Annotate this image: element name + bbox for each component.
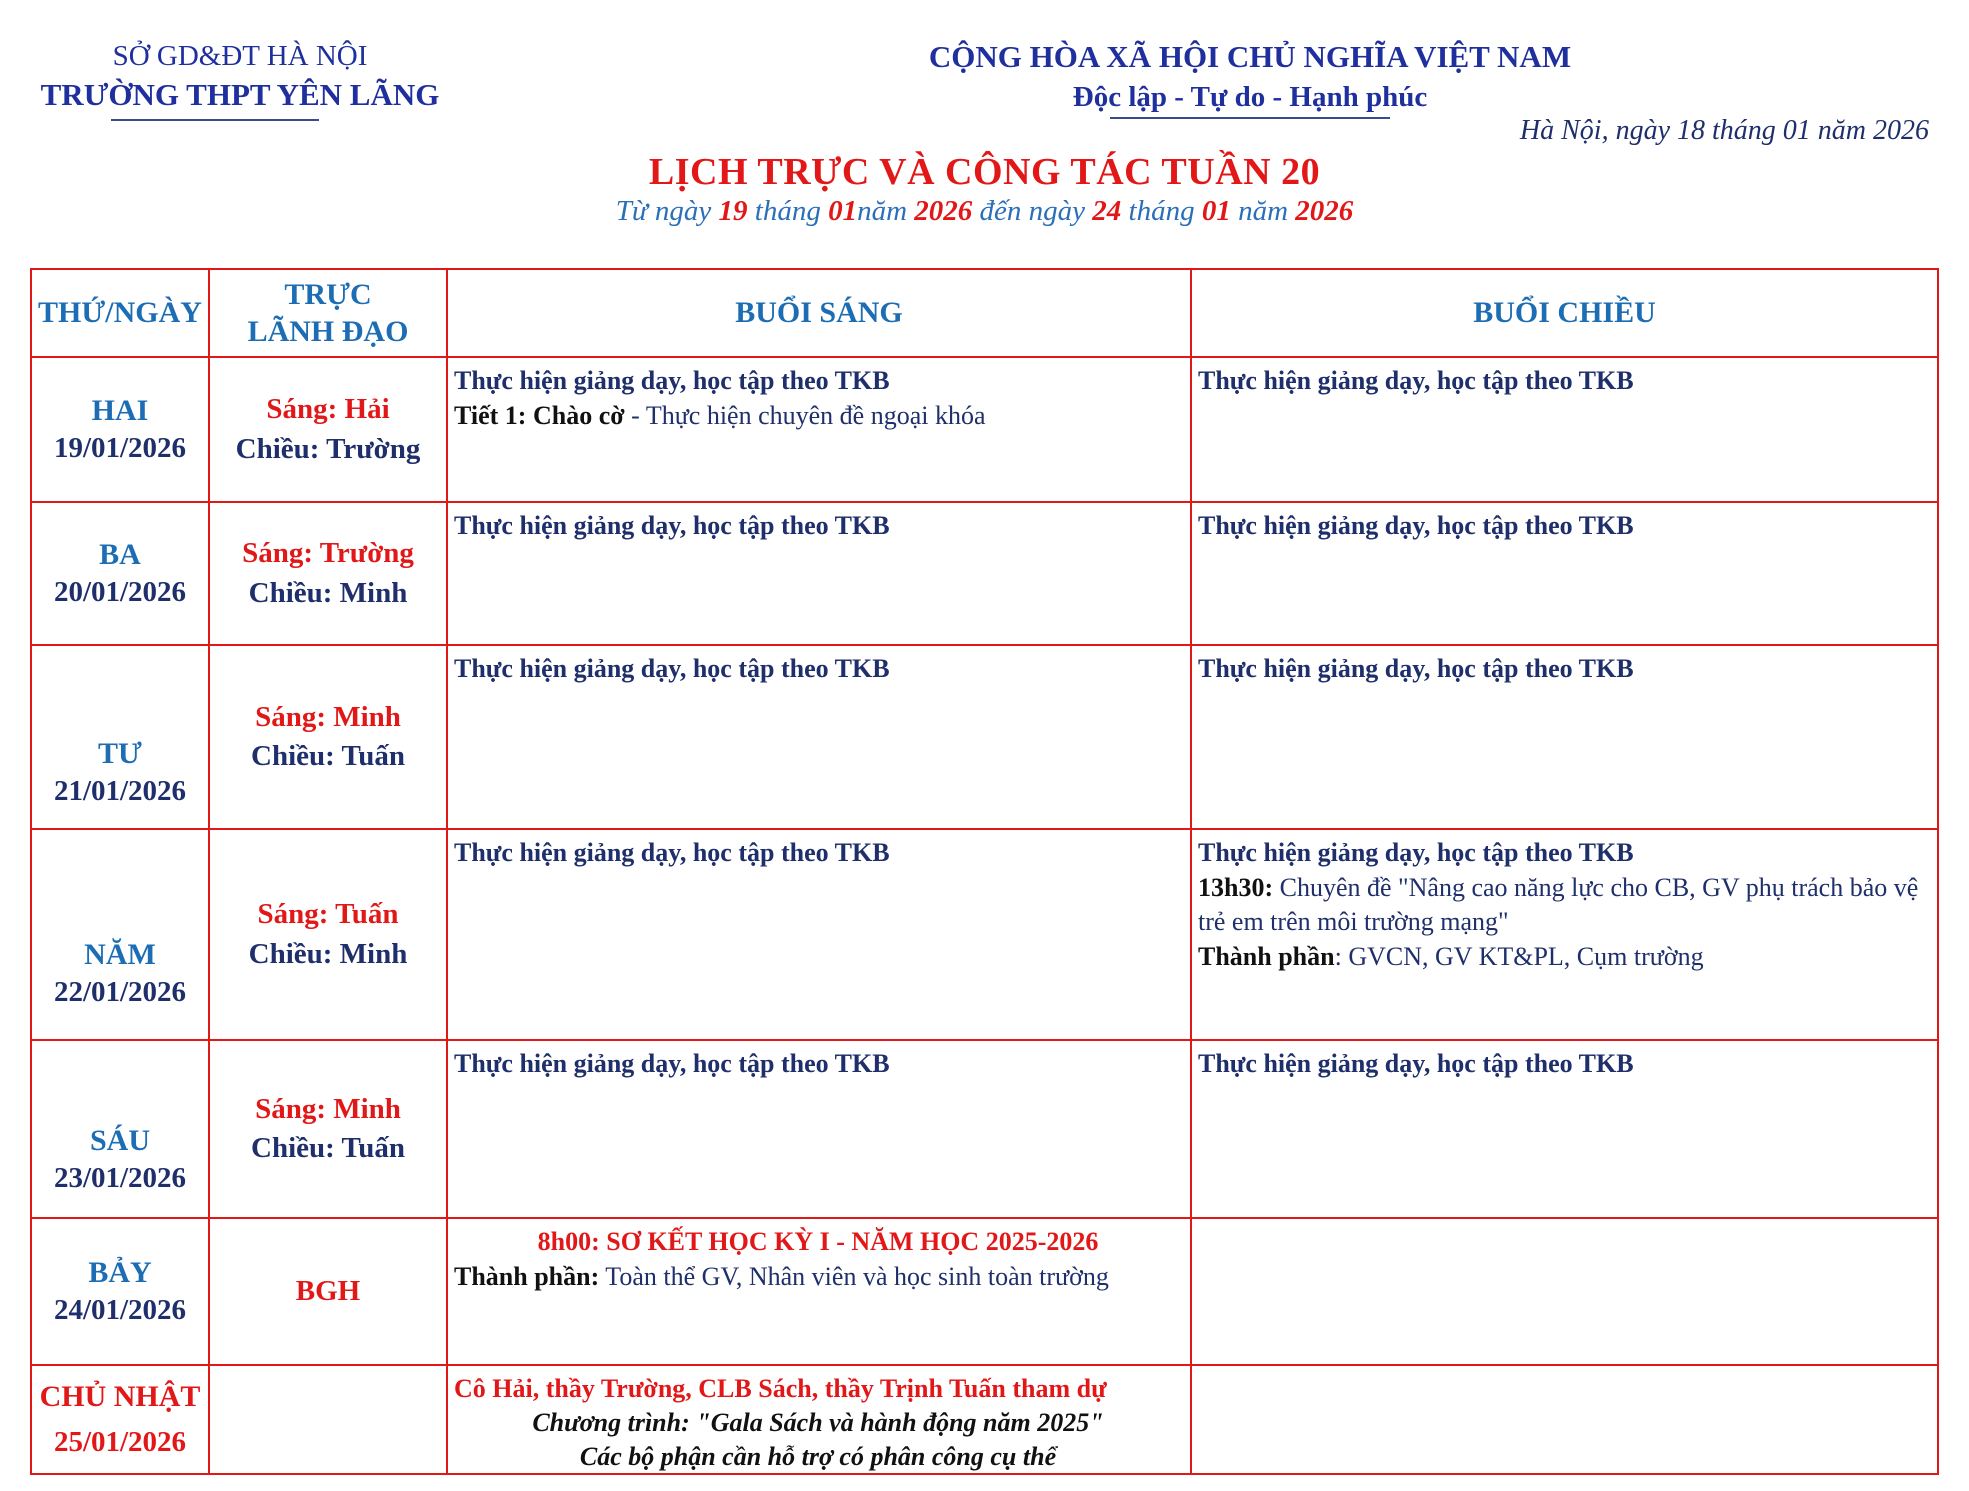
task-line: Thực hiện giảng dạy, học tập theo TKB xyxy=(1198,1049,1634,1078)
day-date: 23/01/2026 xyxy=(53,1161,187,1194)
day-cell xyxy=(31,829,209,1040)
afternoon-cell xyxy=(1191,1040,1938,1218)
range-text-month-2: tháng xyxy=(1128,195,1195,227)
day-cell xyxy=(31,645,209,829)
header-day: THỨ/NGÀY xyxy=(31,269,209,357)
leader-cell xyxy=(209,357,447,502)
header-leader-line-1: TRỰC xyxy=(284,277,372,311)
range-to-month: 01 xyxy=(1201,195,1231,227)
leader-cell xyxy=(209,1040,447,1218)
day-name: TƯ xyxy=(98,736,142,770)
event-title: 8h00: SƠ KẾT HỌC KỲ I - NĂM HỌC 2025-2026 xyxy=(537,1227,1099,1256)
day-date: 20/01/2026 xyxy=(53,576,187,609)
task-line: Thực hiện giảng dạy, học tập theo TKB xyxy=(454,366,890,395)
header-leader xyxy=(209,269,447,357)
motto-underline xyxy=(1110,117,1390,119)
day-date: 21/01/2026 xyxy=(53,774,187,807)
issuing-agency-block xyxy=(30,38,450,121)
afternoon-cell xyxy=(1191,829,1938,1040)
range-from-day: 19 xyxy=(718,195,748,227)
school-name: TRƯỜNG THPT YÊN LÃNG xyxy=(40,77,440,113)
table-row xyxy=(31,1365,1938,1474)
range-text-year-2: năm xyxy=(1238,195,1289,227)
task-line xyxy=(1198,871,1929,940)
range-text-from: Từ ngày xyxy=(615,195,712,227)
day-cell xyxy=(31,357,209,502)
afternoon-cell xyxy=(1191,1365,1938,1474)
task-line xyxy=(454,399,1182,434)
morning-cell xyxy=(447,502,1191,645)
task-text: Chuyên đề "Nâng cao năng lực cho CB, GV phụ trách bảo vệ trẻ em trên môi trường mạng" xyxy=(1198,872,1919,937)
range-text-month-1: tháng xyxy=(754,195,821,227)
table-row xyxy=(31,502,1938,645)
leader-afternoon: Chiều: Tuấn xyxy=(251,740,405,772)
leader-cell xyxy=(209,502,447,645)
table-row xyxy=(31,1218,1938,1365)
national-heading-block xyxy=(860,38,1640,119)
task-line: Thực hiện giảng dạy, học tập theo TKB xyxy=(1198,366,1634,395)
event-program: Chương trình: "Gala Sách và hành động năm 2025" xyxy=(532,1407,1104,1437)
schedule-table xyxy=(30,268,1939,1475)
event-note: Các bộ phận cần hỗ trợ có phân công cụ thể xyxy=(579,1441,1057,1471)
header-leader-line-2: LÃNH ĐẠO xyxy=(247,315,409,348)
day-name: HAI xyxy=(91,394,149,428)
afternoon-cell xyxy=(1191,1218,1938,1365)
range-from-year: 2026 xyxy=(914,195,973,227)
range-to-day: 24 xyxy=(1092,195,1122,227)
leader-cell xyxy=(209,645,447,829)
republic-name: CỘNG HÒA XÃ HỘI CHỦ NGHĨA VIỆT NAM xyxy=(928,39,1572,74)
day-cell xyxy=(31,502,209,645)
day-name: SÁU xyxy=(89,1123,150,1157)
morning-cell xyxy=(447,1040,1191,1218)
day-date: 19/01/2026 xyxy=(53,432,187,465)
day-cell xyxy=(31,1365,209,1474)
header-afternoon: BUỔI CHIỀU xyxy=(1191,269,1938,357)
leader-afternoon: Chiều: Minh xyxy=(248,576,408,609)
morning-cell xyxy=(447,1218,1191,1365)
morning-cell xyxy=(447,357,1191,502)
day-name: BA xyxy=(99,538,141,572)
leader-morning: Sáng: Tuấn xyxy=(257,898,399,931)
day-name: CHỦ NHẬT xyxy=(39,1380,201,1414)
document-title: LỊCH TRỰC VÀ CÔNG TÁC TUẦN 20 xyxy=(648,151,1321,193)
afternoon-cell xyxy=(1191,502,1938,645)
morning-cell xyxy=(447,1365,1191,1474)
place-and-date: Hà Nội, ngày 18 tháng 01 năm 2026 xyxy=(1519,115,1929,146)
morning-cell xyxy=(447,829,1191,1040)
range-text-to: đến ngày xyxy=(979,195,1086,227)
leader-morning: Sáng: Hải xyxy=(266,393,390,426)
leader-morning: Sáng: Minh xyxy=(255,1092,401,1125)
task-line: Thực hiện giảng dạy, học tập theo TKB xyxy=(454,654,890,683)
day-date: 22/01/2026 xyxy=(53,976,187,1009)
day-cell xyxy=(31,1218,209,1365)
task-line: Thực hiện giảng dạy, học tập theo TKB xyxy=(1198,511,1634,540)
school-underline xyxy=(111,119,319,121)
day-name: NĂM xyxy=(84,938,156,972)
task-line xyxy=(1198,940,1929,975)
leader-afternoon: Chiều: Tuấn xyxy=(251,1132,405,1164)
day-name: BẢY xyxy=(88,1256,152,1290)
task-label: Tiết 1: Chào cờ xyxy=(454,400,625,430)
day-date: 25/01/2026 xyxy=(53,1426,187,1459)
task-text: Toàn thể GV, Nhân viên và học sinh toàn trường xyxy=(599,1261,1109,1291)
event-attendees: Cô Hải, thầy Trường, CLB Sách, thầy Trịnh Tuấn tham dự xyxy=(454,1374,1107,1403)
task-line: Thực hiện giảng dạy, học tập theo TKB xyxy=(1198,654,1634,683)
range-from-month: 01 xyxy=(828,195,858,227)
task-line: Thực hiện giảng dạy, học tập theo TKB xyxy=(454,838,890,867)
date-range xyxy=(0,195,1969,228)
task-line: Thực hiện giảng dạy, học tập theo TKB xyxy=(1198,838,1634,867)
task-label: 13h30: xyxy=(1198,872,1274,902)
table-row xyxy=(31,1040,1938,1218)
leader-cell xyxy=(209,1218,447,1365)
leader-afternoon: Chiều: Trường xyxy=(235,432,421,465)
table-row xyxy=(31,645,1938,829)
task-line: Thực hiện giảng dạy, học tập theo TKB xyxy=(454,1049,890,1078)
day-cell xyxy=(31,1040,209,1218)
afternoon-cell xyxy=(1191,357,1938,502)
task-label: Thành phần: xyxy=(454,1261,600,1291)
task-line: Thực hiện giảng dạy, học tập theo TKB xyxy=(454,511,890,540)
header-morning: BUỔI SÁNG xyxy=(447,269,1191,357)
range-to-year: 2026 xyxy=(1295,195,1354,227)
day-date: 24/01/2026 xyxy=(53,1294,187,1327)
leader-morning: Sáng: Trường xyxy=(242,537,414,570)
leader-cell xyxy=(209,829,447,1040)
table-header-row xyxy=(31,269,1938,357)
task-label: Thành phần xyxy=(1198,941,1335,971)
table-row xyxy=(31,829,1938,1040)
leader-morning: Sáng: Minh xyxy=(255,700,401,733)
national-motto: Độc lập - Tự do - Hạnh phúc xyxy=(1072,80,1428,113)
afternoon-cell xyxy=(1191,645,1938,829)
leader-afternoon: Chiều: Minh xyxy=(248,937,408,970)
range-text-year-1: năm xyxy=(857,195,908,227)
leader-single: BGH xyxy=(295,1274,361,1307)
task-text: : GVCN, GV KT&PL, Cụm trường xyxy=(1334,941,1704,971)
task-text: - Thực hiện chuyên đề ngoại khóa xyxy=(624,400,986,430)
table-row xyxy=(31,357,1938,502)
task-line xyxy=(454,1260,1182,1295)
morning-cell xyxy=(447,645,1191,829)
leader-cell xyxy=(209,1365,447,1474)
department-name: SỞ GD&ĐT HÀ NỘI xyxy=(112,40,368,72)
